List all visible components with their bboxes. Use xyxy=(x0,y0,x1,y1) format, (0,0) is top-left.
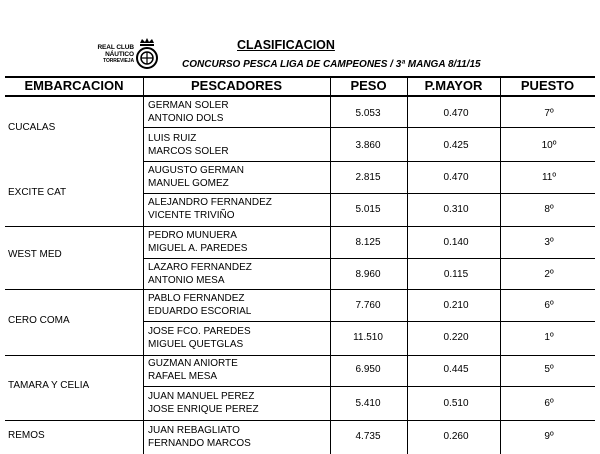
fisher-name: PEDRO MUNUERA xyxy=(148,230,237,241)
weight-value: 3.860 xyxy=(355,140,381,151)
fisher-name: FERNANDO MARCOS xyxy=(148,438,251,449)
row-separator xyxy=(143,258,595,259)
group-separator xyxy=(5,226,595,227)
row-separator xyxy=(143,321,595,322)
group-separator xyxy=(5,355,595,356)
place-value: 2º xyxy=(544,269,554,280)
weight-value: 11.510 xyxy=(353,332,383,343)
fisher-name: ANTONIO MESA xyxy=(148,275,225,286)
logo-line-2: NÁUTICO xyxy=(105,51,134,58)
place-value: 11º xyxy=(541,172,557,183)
fisher-name: LAZARO FERNANDEZ xyxy=(148,262,252,273)
fisher-name: VICENTE TRIVIÑO xyxy=(148,210,235,221)
group-separator xyxy=(5,289,595,290)
fisher-name: GERMAN SOLER xyxy=(148,100,229,111)
weight-value: 5.053 xyxy=(355,108,381,119)
column-divider xyxy=(500,76,501,454)
fisher-name: MIGUEL A. PAREDES xyxy=(148,243,248,254)
fisher-name: ANTONIO DOLS xyxy=(148,113,224,124)
club-emblem-icon xyxy=(134,37,160,71)
fisher-name: EDUARDO ESCORIAL xyxy=(148,306,252,317)
row-separator xyxy=(143,193,595,194)
fisher-name: LUIS RUIZ xyxy=(148,133,197,144)
fisher-name: ALEJANDRO FERNANDEZ xyxy=(148,197,272,208)
max-value: 0.470 xyxy=(443,108,469,119)
header-bottom-border xyxy=(5,95,595,97)
page-title: CLASIFICACION xyxy=(237,38,335,52)
fisher-name: MIGUEL QUETGLAS xyxy=(148,339,244,350)
fisher-name: JUAN MANUEL PEREZ xyxy=(148,391,255,402)
column-divider xyxy=(143,76,144,454)
weight-value: 2.815 xyxy=(355,172,381,183)
header-boat: EMBARCACION xyxy=(24,78,124,93)
weight-value: 5.410 xyxy=(355,398,381,409)
weight-value: 8.125 xyxy=(355,237,381,248)
max-value: 0.510 xyxy=(443,398,469,409)
place-value: 1º xyxy=(544,332,554,343)
weight-value: 5.015 xyxy=(355,204,381,215)
place-value: 9º xyxy=(544,431,554,442)
boat-name: CUCALAS xyxy=(8,122,56,133)
max-value: 0.310 xyxy=(443,204,469,215)
boat-name: TAMARA Y CELIA xyxy=(8,380,90,391)
max-value: 0.220 xyxy=(443,332,469,343)
row-separator xyxy=(143,386,595,387)
weight-value: 4.735 xyxy=(355,431,381,442)
fisher-name: MANUEL GOMEZ xyxy=(148,178,229,189)
fisher-name: MARCOS SOLER xyxy=(148,146,229,157)
place-value: 6º xyxy=(544,300,554,311)
place-value: 5º xyxy=(544,364,554,375)
max-value: 0.210 xyxy=(443,300,469,311)
header-place: PUESTO xyxy=(520,78,575,93)
boat-name: EXCITE CAT xyxy=(8,187,67,198)
logo-line-3: TORREVIEJA xyxy=(103,58,134,64)
logo-line-1: REAL CLUB xyxy=(97,44,134,51)
column-divider xyxy=(407,76,408,454)
fisher-name: JUAN REBAGLIATO xyxy=(148,425,240,436)
max-value: 0.140 xyxy=(443,237,469,248)
max-value: 0.425 xyxy=(443,140,469,151)
fisher-name: JOSE ENRIQUE PEREZ xyxy=(148,404,259,415)
fisher-name: RAFAEL MESA xyxy=(148,371,218,382)
boat-name: WEST MED xyxy=(8,249,62,260)
place-value: 7º xyxy=(544,108,554,119)
fisher-name: PABLO FERNANDEZ xyxy=(148,293,245,304)
place-value: 3º xyxy=(544,237,554,248)
fisher-name: GUZMAN ANIORTE xyxy=(148,358,238,369)
max-value: 0.260 xyxy=(443,431,469,442)
weight-value: 8.960 xyxy=(355,269,381,280)
weight-value: 7.760 xyxy=(355,300,381,311)
fisher-name: AUGUSTO GERMAN xyxy=(148,165,244,176)
place-value: 8º xyxy=(544,204,554,215)
place-value: 6º xyxy=(544,398,554,409)
row-separator xyxy=(5,420,595,421)
boat-name: CERO COMA xyxy=(8,315,70,326)
header-fishers: PESCADORES xyxy=(190,78,283,93)
place-value: 10º xyxy=(541,140,557,151)
page-subtitle: CONCURSO PESCA LIGA DE CAMPEONES / 3ª MANGA 8/11/15 xyxy=(182,59,481,70)
header-weight: PESO xyxy=(350,78,387,93)
fisher-name: JOSE FCO. PAREDES xyxy=(148,326,251,337)
max-value: 0.445 xyxy=(443,364,469,375)
max-value: 0.470 xyxy=(443,172,469,183)
boat-name: REMOS xyxy=(8,430,45,441)
row-separator xyxy=(143,127,595,128)
club-logo-text xyxy=(84,44,134,65)
max-value: 0.115 xyxy=(443,269,469,280)
header-max: P.MAYOR xyxy=(424,78,483,93)
weight-value: 6.950 xyxy=(355,364,381,375)
club-logo xyxy=(84,37,164,71)
row-separator xyxy=(143,161,595,162)
